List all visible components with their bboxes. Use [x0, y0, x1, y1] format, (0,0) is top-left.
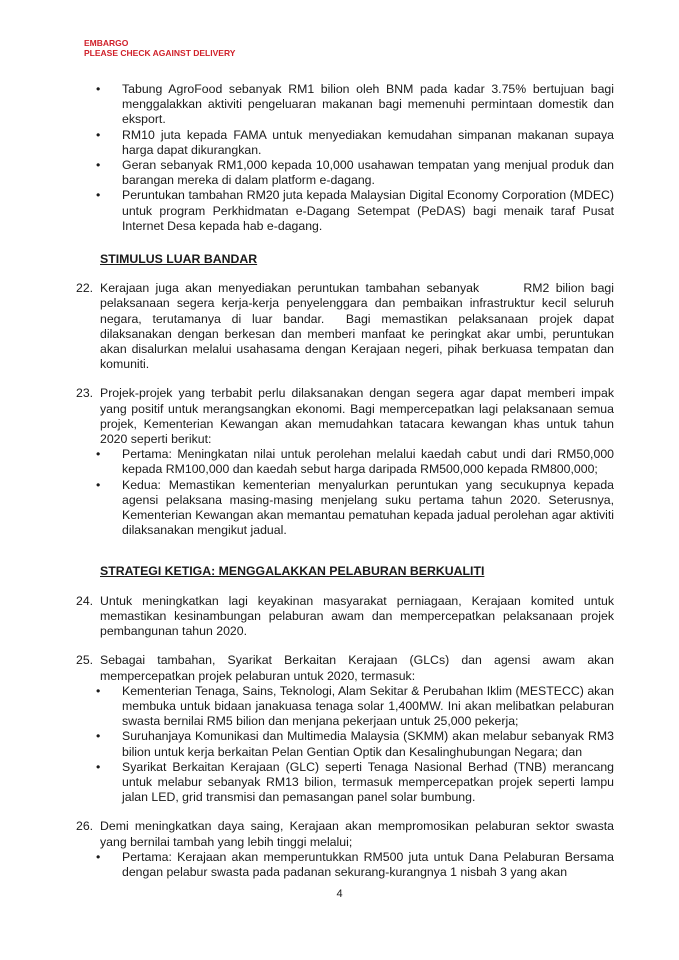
bullet-text: RM10 juta kepada FAMA untuk menyediakan kemudahan simpanan makanan supaya harga dapat dikurangkan. [122, 127, 614, 157]
list-item [84, 158, 614, 188]
bullet-icon: • [96, 158, 101, 173]
bullet-text: Kementerian Tenaga, Sains, Teknologi, Alam Sekitar & Perubahan Iklim (MESTECC) akan membuka untuk bidaan janakuasa tenaga solar 1,400MW. Ini akan melibatkan pelaburan swasta bernilai RM5 bilion dan menjana pekerjaan untuk 25,000 pekerja; [122, 683, 614, 729]
paragraph-22 [76, 281, 618, 372]
paragraph-text: Demi meningkatkan daya saing, Kerajaan akan mempromosikan pelaburan sektor swasta yang bernilai tambah yang lebih tinggi melalui; [100, 819, 614, 849]
bullet-text: Geran sebanyak RM1,000 kepada 10,000 usahawan tempatan yang menjual produk dan barangan mereka di dalam platform e-dagang. [122, 158, 614, 188]
paragraph-26 [76, 819, 614, 880]
bullet-icon: • [96, 447, 101, 462]
embargo-label: EMBARGO [84, 38, 129, 48]
paragraph-bullet-list [96, 683, 614, 806]
paragraph-24 [76, 593, 614, 640]
list-item [96, 729, 614, 759]
bullet-icon: • [96, 683, 101, 698]
paragraph-text: Untuk meningkatkan lagi keyakinan masyarakat perniagaan, Kerajaan komited untuk memastikan kesinambungan pelaburan awam dan mempercepatkan pelaksanaan projek pembangunan tahun 2020. [100, 593, 614, 639]
top-bullet-list [84, 82, 614, 234]
bullet-text: Kedua: Memastikan kementerian menyalurkan peruntukan yang secukupnya kepada agensi pelaksana masing-masing menjelang suku pertama tahun 2020. Seterusnya, Kementerian Kewangan akan memantau pematuhan kepada jadual perolehan agar aktiviti dilaksanakan mengikut jadual. [122, 477, 614, 538]
page-number: 4 [336, 888, 343, 900]
document-body [76, 82, 618, 880]
bullet-icon: • [96, 729, 101, 744]
bullet-icon: • [96, 759, 101, 774]
paragraph-number: 26. [76, 819, 94, 834]
bullet-text: Syarikat Berkaitan Kerajaan (GLC) seperti Tenaga Nasional Berhad (TNB) merancang untuk melabur sebanyak RM13 bilion, termasuk mempercepatkan projek seperti lampu jalan LED, grid transmisi dan pemasangan panel solar bumbung. [122, 759, 614, 805]
list-item [96, 683, 614, 730]
bullet-text: Tabung AgroFood sebanyak RM1 bilion oleh BNM pada kadar 3.75% bertujuan bagi menggalakkan aktiviti pengeluaran makanan bagi memenuhi permintaan domestik dan eksport. [122, 82, 614, 127]
paragraph-bullet-list [96, 849, 614, 880]
list-item [96, 759, 614, 806]
paragraph-number: 23. [76, 386, 94, 401]
list-item [96, 849, 614, 880]
paragraph-number: 24. [76, 593, 94, 608]
bullet-text: Pertama: Meningkatan nilai untuk perolehan melalui kaedah cabut undi dari RM50,000 kepada RM100,000 dan kaedah sebut harga daripada RM500,000 kepada RM800,000; [122, 447, 614, 477]
bullet-text: Pertama: Kerajaan akan memperuntukkan RM500 juta untuk Dana Pelaburan Bersama dengan pelabur swasta pada padanan sekurang-kurangnya 1 nisbah 3 yang akan [122, 849, 614, 879]
bullet-icon: • [96, 188, 101, 203]
paragraph-25 [76, 653, 614, 805]
list-item [84, 128, 614, 158]
delivery-notice: PLEASE CHECK AGAINST DELIVERY [84, 48, 236, 58]
section-heading-stimulus: STIMULUS LUAR BANDAR [100, 252, 258, 267]
embargo-notice [84, 38, 235, 58]
paragraph-bullet-list [96, 447, 614, 538]
bullet-text: Suruhanjaya Komunikasi dan Multimedia Malaysia (SKMM) akan melabur sebanyak RM3 bilion untuk kerja berkaitan Pelan Gentian Optik dan Kesalinghubungan Negara; dan [122, 729, 614, 759]
bullet-icon: • [96, 849, 101, 864]
paragraph-text: Kerajaan juga akan menyediakan peruntukan tambahan sebanyak RM2 bilion bagi pelaksanaan segera kerja-kerja penyelenggara dan pembaikan infrastruktur kecil seluruh negara, terutamanya di luar bandar. Bagi memastikan pelaksanaan projek dapat dilaksanakan dengan berkesan dan memberi manfaat ke peringkat akar umbi, peruntukan akan disalurkan melalui usahasama dengan Kerajaan negeri, pihak berkuasa tempatan dan komuniti. [100, 281, 618, 372]
bullet-icon: • [96, 127, 101, 142]
paragraph-number: 22. [76, 281, 94, 296]
section-heading-strategi-ketiga: STRATEGI KETIGA: MENGGALAKKAN PELABURAN BERKUALITI [100, 564, 485, 579]
paragraph-text: Sebagai tambahan, Syarikat Berkaitan Kerajaan (GLCs) dan agensi awam akan mempercepatkan projek pelaburan untuk 2020, termasuk: [100, 653, 614, 683]
bullet-text: Peruntukan tambahan RM20 juta kepada Malaysian Digital Economy Corporation (MDEC) untuk program Perkhidmatan e-Dagang Setempat (PeDAS) bagi menaik taraf Pusat Internet Desa kepada hab e-dagang. [122, 188, 614, 233]
bullet-icon: • [96, 82, 101, 96]
list-item [84, 188, 614, 234]
paragraph-23 [76, 386, 614, 538]
list-item [96, 477, 614, 539]
bullet-icon: • [96, 477, 101, 492]
list-item [84, 82, 614, 128]
paragraph-number: 25. [76, 653, 94, 668]
list-item [96, 447, 614, 477]
paragraph-text: Projek-projek yang terbabit perlu dilaksanakan dengan segera agar dapat memberi impak yang positif untuk merangsangkan ekonomi. Bagi mempercepatkan lagi pelaksanaan semua projek, Kementerian Kewangan akan memudahkan tatacara kewangan khas untuk tahun 2020 seperti berikut: [100, 386, 614, 447]
